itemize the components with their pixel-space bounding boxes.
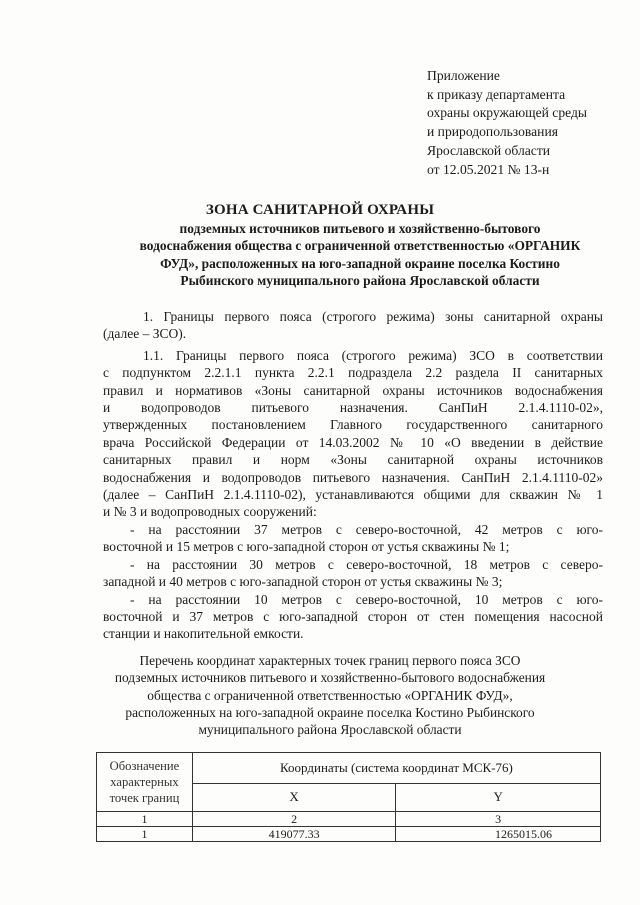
bullet-line: - на расстоянии 30 метров с северо-восточной, 18 метров с северо- <box>130 556 603 572</box>
bullet-line: восточной и 15 метров с юго-западной сторон от устья скважины № 1; <box>103 539 510 555</box>
subtitle-line: подземных источников питьевого и хозяйственно-бытового <box>179 221 541 236</box>
x-header: X <box>192 783 395 811</box>
body-line: и водопроводов питьевого назначения. СанПиН 2.1.4.1110-02», <box>103 400 603 416</box>
bullet-line: восточной и 37 метров с юго-западной сторон от стен помещения насосной <box>103 608 603 624</box>
list-title-line: подземных источников питьевого и хозяйственно-бытового водоснабжения <box>114 670 546 686</box>
body-line: утвержденных постановлением Главного государственного санитарного <box>103 417 603 433</box>
document-body <box>103 308 603 643</box>
y-header: Y <box>396 783 601 811</box>
bullet-line: - на расстоянии 37 метров с северо-восточной, 42 метров с юго- <box>130 521 603 537</box>
column-number-row <box>97 812 601 827</box>
x-cell: 419077.33 <box>192 827 395 842</box>
document-title: ЗОНА САНИТАРНОЙ ОХРАНЫ <box>205 202 435 218</box>
body-line: (далее – ЗСО). <box>103 326 187 342</box>
header-line: точек границ <box>109 791 180 805</box>
subtitle-line: водоснабжения общества с ограниченной ответственностью «ОРГАНИК <box>139 238 581 254</box>
document-subtitle <box>120 220 600 290</box>
column-number: 2 <box>192 812 395 827</box>
table-header-row <box>97 753 601 784</box>
coordinates-list-title <box>60 652 600 738</box>
body-line: 1. Границы первого пояса (строгого режима) зоны санитарной охраны <box>143 309 603 324</box>
body-line: санитарных правил и норм «Зоны санитарной охраны источников <box>103 452 603 468</box>
point-cell: 1 <box>97 827 193 842</box>
subtitle-line: Рыбинского муниципального района Ярославской области <box>180 273 540 289</box>
list-title-line: муниципального района Ярославской области <box>198 722 462 738</box>
column-number: 3 <box>396 812 601 827</box>
body-line: (далее – СанПиН 2.1.4.1110-02), устанавливаются общими для скважин № 1 <box>103 487 603 503</box>
y-cell: 1265015.06 <box>396 827 601 842</box>
list-title-line: общества с ограниченной ответственностью «ОРГАНИК ФУД», <box>147 687 513 703</box>
appendix-header <box>427 67 587 179</box>
bullet-line: станции и накопительной емкости. <box>103 626 304 642</box>
body-line: и № 3 и водопроводных сооружений: <box>103 504 317 520</box>
body-line: 1.1. Границы первого пояса (строгого режима) ЗСО в соответствии <box>143 347 603 363</box>
coordinates-table <box>96 752 601 842</box>
bullet-line: - на расстоянии 10 метров с северо-восточной, 10 метров с юго- <box>130 591 603 607</box>
point-designation-header <box>97 753 193 812</box>
bullet-line: западной и 40 метров с юго-западной сторон от устья скважины № 3; <box>103 574 503 590</box>
table-row <box>97 827 601 842</box>
list-title-line: Перечень координат характерных точек границ первого пояса ЗСО <box>139 653 521 668</box>
appendix-line: к приказу департамента <box>427 86 566 102</box>
appendix-line: охраны окружающей среды <box>427 105 588 121</box>
appendix-line: Приложение <box>427 68 500 83</box>
header-line: характерных <box>110 775 179 789</box>
appendix-line: от 12.05.2021 № 13-н <box>427 161 550 177</box>
list-title-line: расположенных на юго-западной окраине поселка Костино Рыбинского <box>125 704 535 720</box>
body-line: врача Российской Федерации от 14.03.2002 № 10 «О введении в действие <box>103 434 603 450</box>
body-line: с подпунктом 2.2.1.1 пункта 2.2.1 подраздела 2.2 раздела II санитарных <box>103 365 603 381</box>
body-line: правил и нормативов «Зоны санитарной охраны источников водоснабжения <box>103 382 603 398</box>
subtitle-line: ФУД», расположенных на юго-западной окраине поселка Костино <box>160 255 560 271</box>
appendix-line: Ярославской области <box>427 142 551 158</box>
column-number: 1 <box>97 812 193 827</box>
header-line: Обозначение <box>109 759 180 773</box>
coordinates-header: Координаты (система координат МСК-76) <box>192 753 600 784</box>
body-line: водоснабжения и водопроводов питьевого назначения. СанПиН 2.1.4.1110-02» <box>103 469 603 485</box>
appendix-line: и природопользования <box>427 124 558 140</box>
